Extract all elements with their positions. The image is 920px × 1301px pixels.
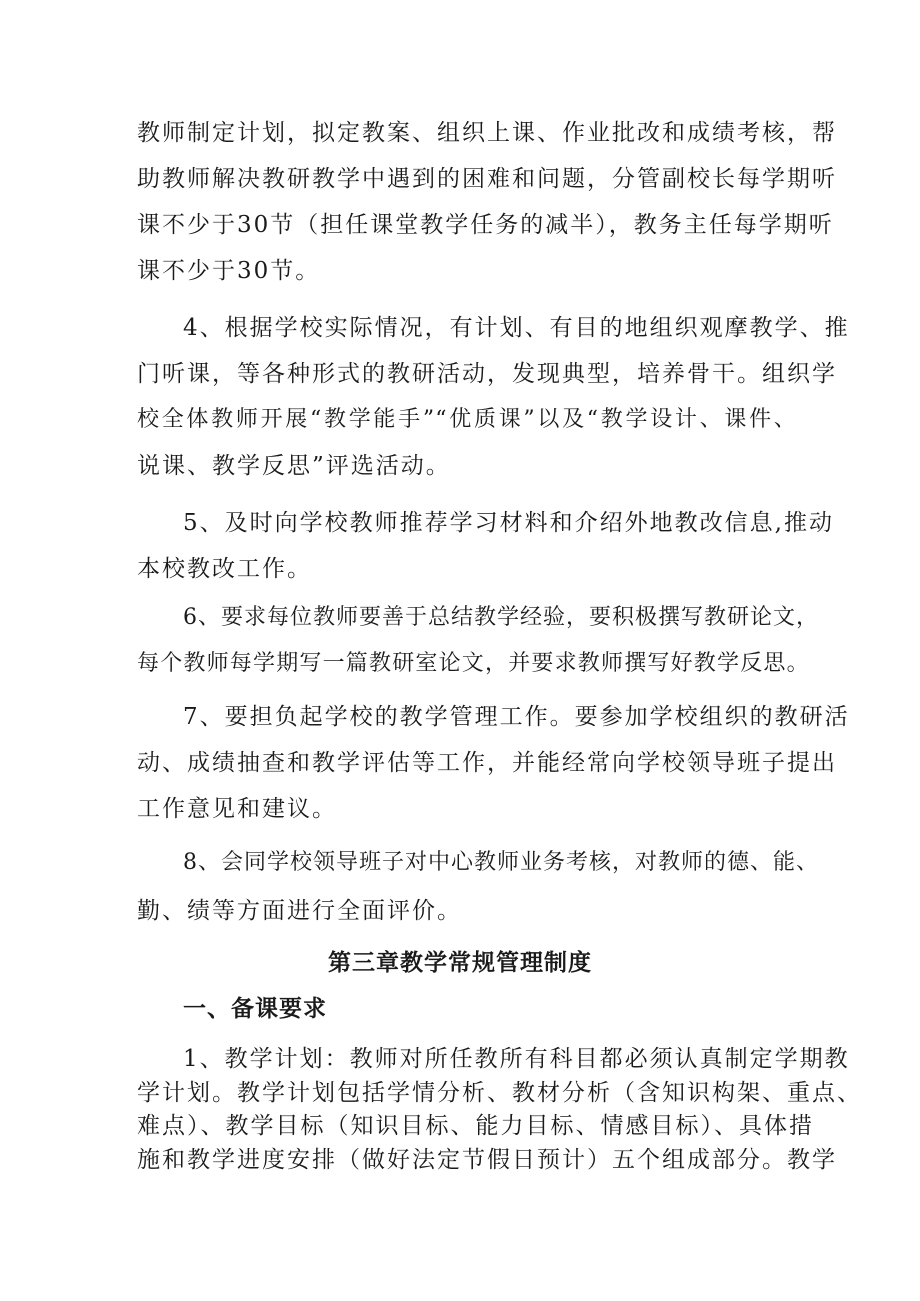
text-line: 说课、教学反思”评选活动。 [137, 453, 451, 479]
text-line: 8、会同学校领导班子对中心教师业务考核，对教师的德、能、 [183, 850, 819, 875]
text-line: 工作意见和建议。 [137, 796, 337, 822]
text-line: 每个教师每学期写一篇教研室论文，并要求教师撰写好教学反思。 [137, 651, 810, 676]
text-line: 7、要担负起学校的教学管理工作。要参加学校组织的教研活 [183, 704, 850, 730]
text-line: 5、及时向学校教师推荐学习材料和介绍外地教改信息,推动 [183, 510, 834, 536]
text-line: 难点）、教学目标（知识目标、能力目标、情感目标）、具体措 [137, 1113, 814, 1139]
text-line: 1、教学计划：教师对所任教所有科目都必须认真制定学期教 [183, 1046, 850, 1072]
text-line: 课不少于30节（担任课堂教学任务的减半），教务主任每学期听 [137, 212, 834, 238]
chapter-title: 第三章教学常规管理制度 [328, 950, 592, 976]
text-line: 课不少于30节。 [137, 258, 321, 284]
text-line: 助教师解决教研教学中遇到的困难和问题，分管副校长每学期听 [137, 166, 837, 192]
text-line: 动、成绩抽查和教学评估等工作，并能经常向学校领导班子提出 [137, 750, 837, 776]
text-line: 勤、绩等方面进行全面评价。 [137, 898, 462, 924]
section-title: 一、备课要求 [183, 996, 327, 1022]
text-line: 4、根据学校实际情况，有计划、有目的地组织观摩教学、推 [183, 315, 850, 341]
text-line: 6、要求每位教师要善于总结教学经验，要积极撰写教研论文， [183, 605, 819, 630]
text-line: 校全体教师开展“教学能手”“优质课”以及“教学设计、课件、 [137, 407, 797, 432]
text-line: 学计划。教学计划包括学情分析、教材分析（含知识构架、重点、 [137, 1080, 862, 1106]
text-line: 施和教学进度安排（做好法定节假日预计）五个组成部分。教学 [137, 1147, 837, 1173]
text-line: 教师制定计划，拟定教案、组织上课、作业批改和成绩考核，帮 [137, 120, 837, 146]
text-line: 门听课，等各种形式的教研活动，发现典型，培养骨干。组织学 [137, 361, 837, 387]
text-line: 本校教改工作。 [137, 556, 312, 582]
